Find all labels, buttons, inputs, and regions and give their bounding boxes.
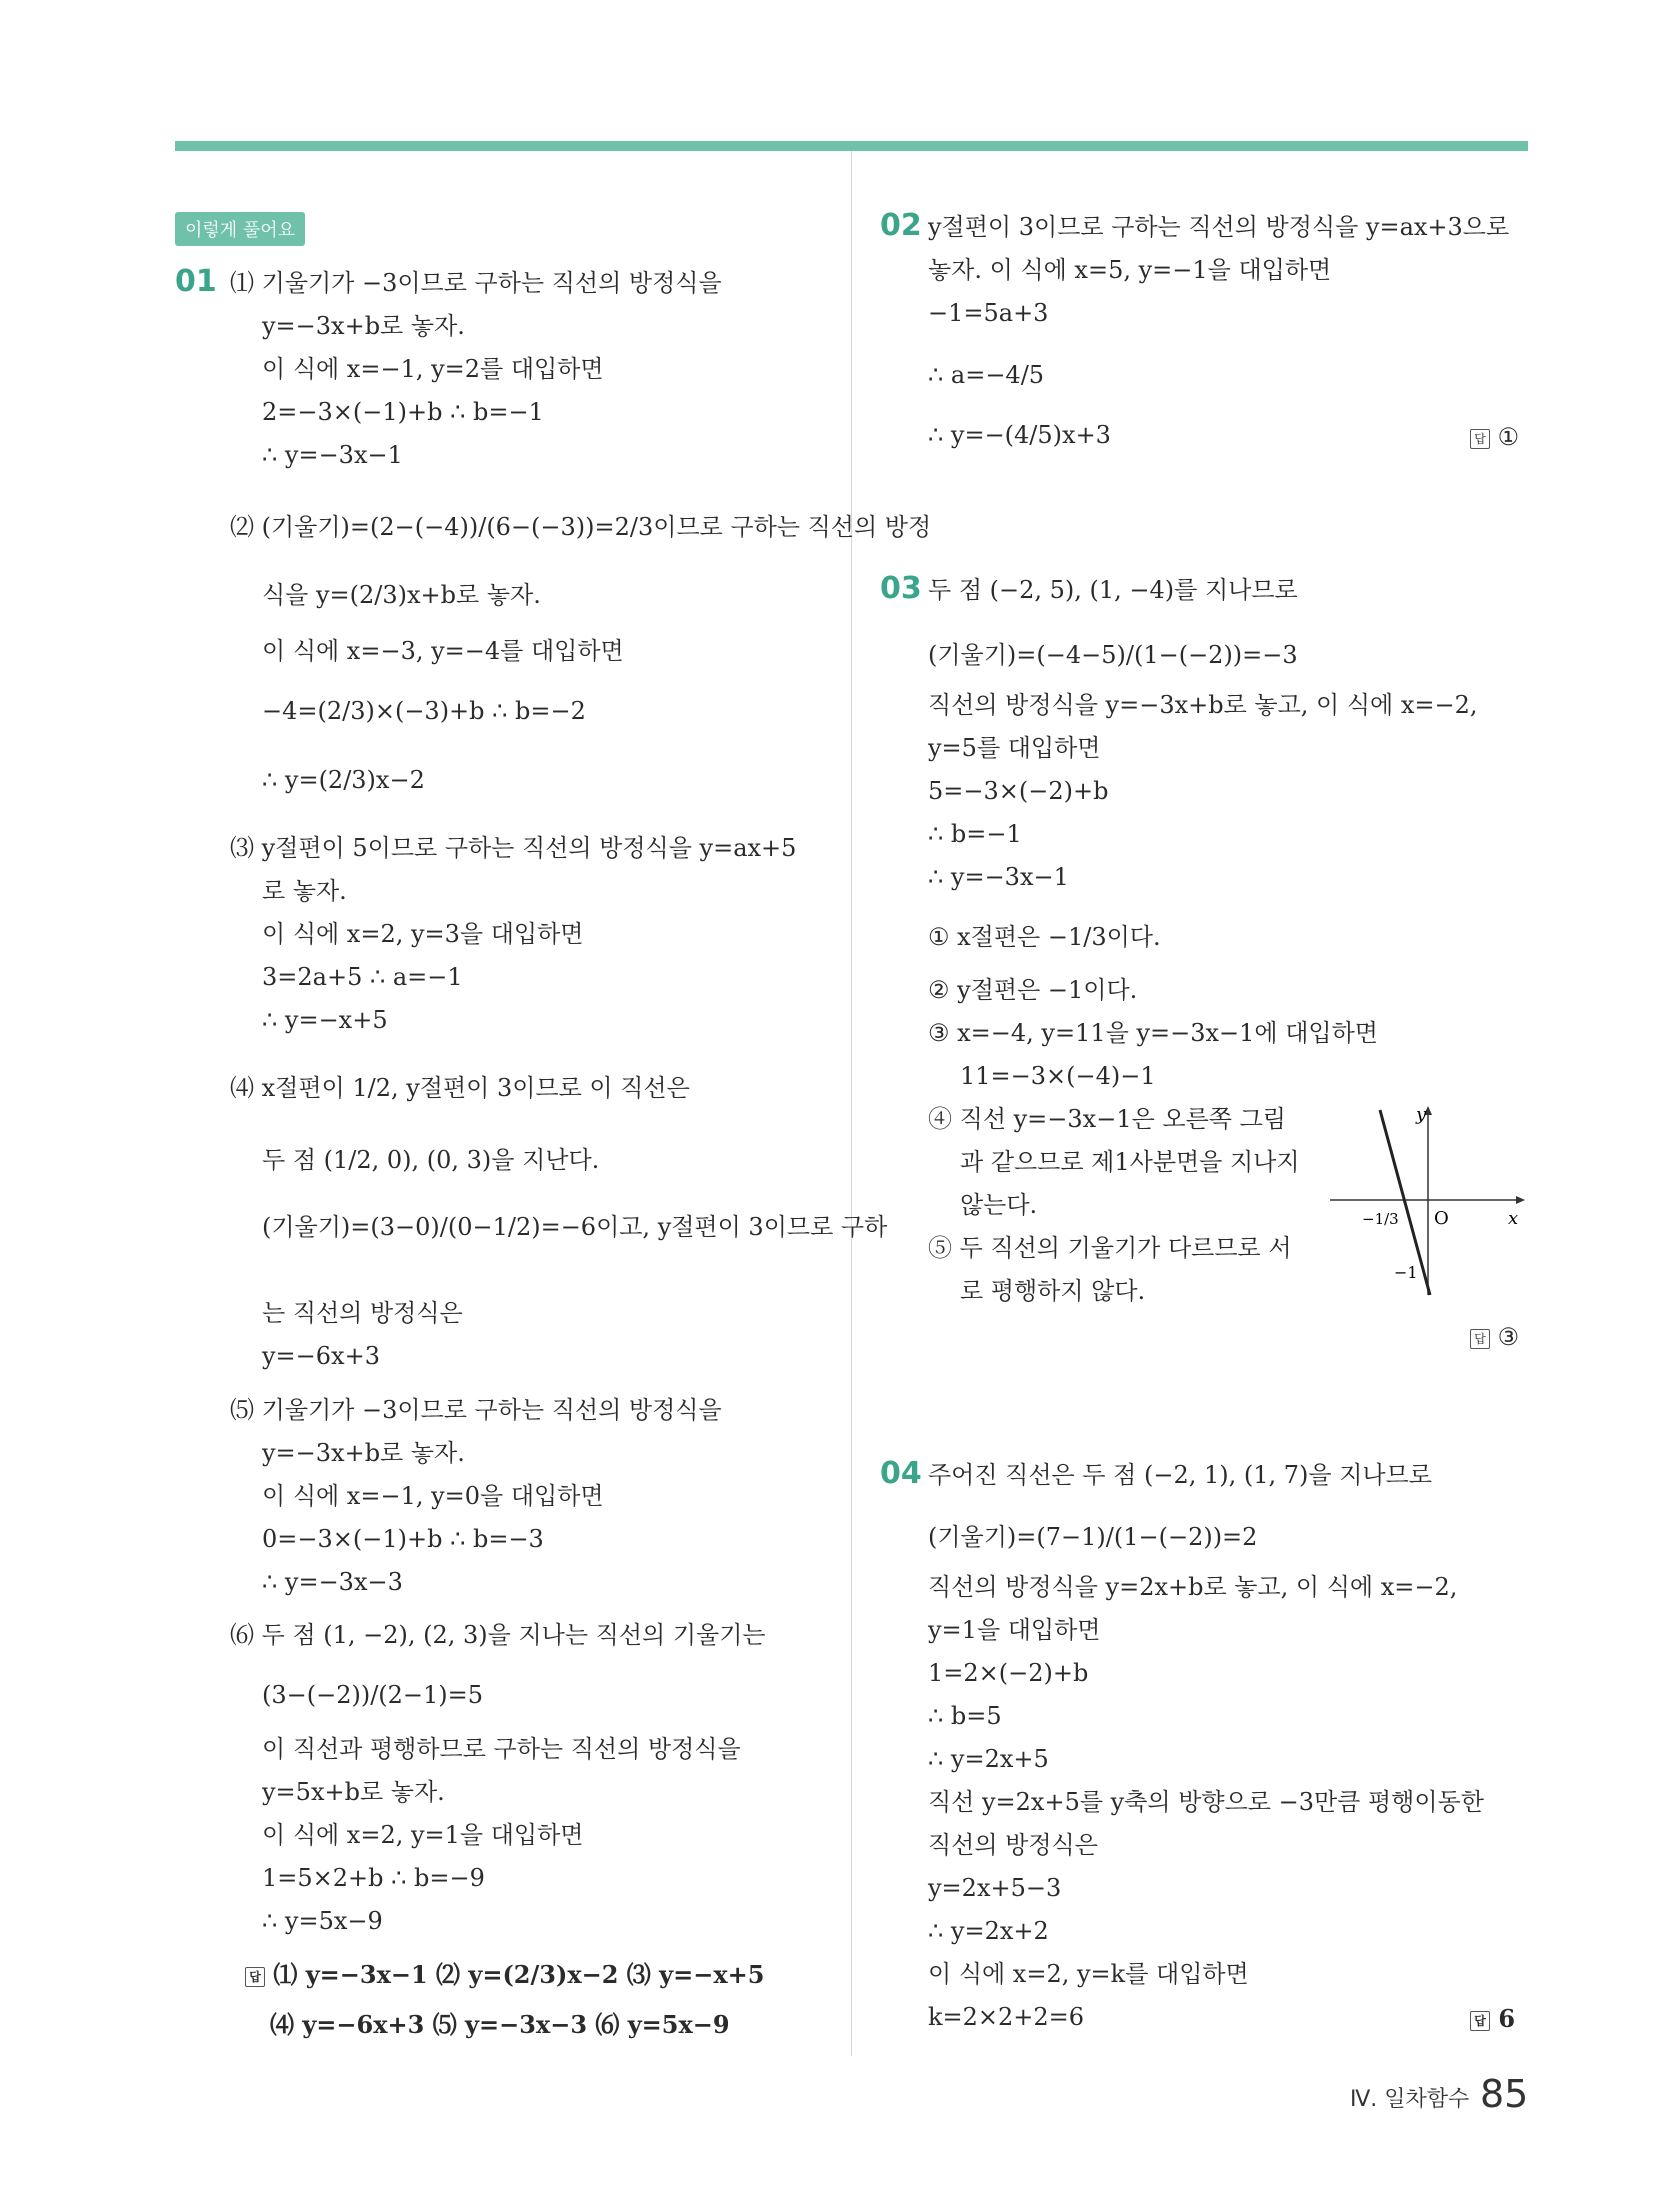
question-number-04: 04 bbox=[880, 1456, 922, 1491]
question-number-03: 03 bbox=[880, 571, 922, 606]
solution-line: ③ x=−4, y=11을 y=−3x−1에 대입하면 bbox=[928, 1019, 1378, 1047]
solution-line: ① x절편은 −1/3이다. bbox=[928, 923, 1161, 951]
question-number-02: 02 bbox=[880, 208, 922, 243]
solution-line: 는 직선의 방정식은 bbox=[262, 1299, 463, 1327]
solution-line: −4=(2/3)×(−3)+b ∴ b=−2 bbox=[262, 697, 586, 725]
solution-line: 이 식에 x=2, y=1을 대입하면 bbox=[262, 1821, 584, 1849]
solution-line: 로 놓자. bbox=[262, 877, 347, 905]
solution-line: ∴ b=−1 bbox=[928, 820, 1022, 848]
solution-line: ⑸ 기울기가 −3이므로 구하는 직선의 방정식을 bbox=[230, 1396, 722, 1424]
solution-line: ∴ y=−x+5 bbox=[262, 1006, 388, 1034]
solution-line: ⑶ y절편이 5이므로 구하는 직선의 방정식을 y=ax+5 bbox=[230, 834, 797, 862]
solution-line: ∴ y=−3x−1 bbox=[928, 863, 1069, 891]
solution-line: y=5를 대입하면 bbox=[928, 734, 1101, 762]
answer-line bbox=[245, 1960, 764, 1990]
solution-line: 직선의 방정식을 y=2x+b로 놓고, 이 식에 x=−2, bbox=[928, 1573, 1458, 1601]
solution-line: y=−3x+b로 놓자. bbox=[262, 1439, 465, 1467]
answer-line bbox=[1470, 2004, 1515, 2034]
solution-line: 식을 y=(2/3)x+b로 놓자. bbox=[262, 581, 541, 609]
solution-line: y절편이 3이므로 구하는 직선의 방정식을 y=ax+3으로 bbox=[928, 213, 1510, 241]
chapter-label: Ⅳ. 일차함수 bbox=[1350, 2087, 1470, 2112]
solution-line: 과 같으므로 제1사분면을 지나지 bbox=[960, 1148, 1300, 1176]
solution-line: 1=5×2+b ∴ b=−9 bbox=[262, 1864, 485, 1892]
solution-line: ∴ y=2x+2 bbox=[928, 1917, 1049, 1945]
answer-line bbox=[1470, 422, 1519, 452]
solution-line: 직선의 방정식은 bbox=[928, 1831, 1098, 1859]
answer-mark-icon: 답 bbox=[1470, 429, 1490, 449]
solution-line: 2=−3×(−1)+b ∴ b=−1 bbox=[262, 398, 544, 426]
solution-line: 이 식에 x=−1, y=2를 대입하면 bbox=[262, 355, 604, 383]
solution-line: −1=5a+3 bbox=[928, 299, 1049, 327]
solution-line: 5=−3×(−2)+b bbox=[928, 777, 1109, 805]
solution-line: ⑷ x절편이 1/2, y절편이 3이므로 이 직선은 bbox=[230, 1074, 690, 1102]
solution-line: 직선의 방정식을 y=−3x+b로 놓고, 이 식에 x=−2, bbox=[928, 691, 1478, 719]
solution-line: (기울기)=(−4−5)/(1−(−2))=−3 bbox=[928, 641, 1298, 669]
solution-line: ⑴ 기울기가 −3이므로 구하는 직선의 방정식을 bbox=[230, 269, 722, 297]
graph-y-label: y bbox=[1416, 1104, 1427, 1125]
solution-line: ⑵ (기울기)=(2−(−4))/(6−(−3))=2/3이므로 구하는 직선의 방정 bbox=[230, 513, 932, 541]
solution-line: ∴ y=5x−9 bbox=[262, 1907, 383, 1935]
solution-line: 주어진 직선은 두 점 (−2, 1), (1, 7)을 지나므로 bbox=[928, 1461, 1432, 1489]
solution-line: ∴ b=5 bbox=[928, 1702, 1002, 1730]
solution-line: 이 식에 x=2, y=k를 대입하면 bbox=[928, 1960, 1249, 1988]
answer-mark-icon: 답 bbox=[1470, 2011, 1490, 2031]
solution-line: k=2×2+2=6 bbox=[928, 2003, 1085, 2031]
answer-text: ③ bbox=[1490, 1323, 1520, 1351]
answer-text: ① bbox=[1490, 423, 1520, 451]
solution-line: 이 식에 x=2, y=3을 대입하면 bbox=[262, 920, 584, 948]
solution-line: 않는다. bbox=[960, 1191, 1038, 1219]
solution-line: y=5x+b로 놓자. bbox=[262, 1778, 445, 1806]
solution-line: ∴ y=(2/3)x−2 bbox=[262, 766, 425, 794]
answer-mark-icon: 답 bbox=[1470, 1329, 1490, 1349]
solution-line: (기울기)=(3−0)/(0−1/2)=−6이고, y절편이 3이므로 구하 bbox=[262, 1213, 888, 1241]
solution-line: y=2x+5−3 bbox=[928, 1874, 1062, 1902]
top-accent-bar bbox=[175, 141, 1528, 151]
solution-line: ∴ a=−4/5 bbox=[928, 361, 1045, 389]
question-number-01: 01 bbox=[175, 264, 217, 299]
solution-line: y=1을 대입하면 bbox=[928, 1616, 1101, 1644]
solution-line: 11=−3×(−4)−1 bbox=[960, 1062, 1156, 1090]
solution-line: y=−3x+b로 놓자. bbox=[262, 312, 465, 340]
graph-origin-label: O bbox=[1434, 1208, 1449, 1229]
answer-text: ⑴ y=−3x−1 ⑵ y=(2/3)x−2 ⑶ y=−x+5 bbox=[265, 1960, 765, 1989]
solution-line: 두 점 (−2, 5), (1, −4)를 지나므로 bbox=[928, 576, 1298, 604]
graph-y-intercept-label: −1 bbox=[1394, 1263, 1418, 1282]
graph-x-label: x bbox=[1508, 1208, 1519, 1229]
solution-line: 이 식에 x=−3, y=−4를 대입하면 bbox=[262, 637, 624, 665]
page-number: 85 bbox=[1480, 2072, 1529, 2116]
solution-line: (3−(−2))/(2−1)=5 bbox=[262, 1681, 484, 1709]
q03-graph bbox=[1330, 1100, 1530, 1300]
solution-line: ④ 직선 y=−3x−1은 오른쪽 그림 bbox=[928, 1105, 1286, 1133]
solution-line: 0=−3×(−1)+b ∴ b=−3 bbox=[262, 1525, 544, 1553]
solution-line: (기울기)=(7−1)/(1−(−2))=2 bbox=[928, 1523, 1258, 1551]
solution-line: 직선 y=2x+5를 y축의 방향으로 −3만큼 평행이동한 bbox=[928, 1788, 1484, 1816]
graph-x-intercept-label: −1/3 bbox=[1362, 1210, 1399, 1228]
solution-line: 이 식에 x=−1, y=0을 대입하면 bbox=[262, 1482, 604, 1510]
answer-mark-icon: 답 bbox=[245, 1967, 265, 1987]
solution-line: ⑹ 두 점 (1, −2), (2, 3)을 지나는 직선의 기울기는 bbox=[230, 1621, 766, 1649]
solution-line: ∴ y=−3x−3 bbox=[262, 1568, 403, 1596]
solution-line: 1=2×(−2)+b bbox=[928, 1659, 1089, 1687]
solution-line: ∴ y=2x+5 bbox=[928, 1745, 1049, 1773]
solution-line: ② y절편은 −1이다. bbox=[928, 976, 1138, 1004]
answer-line-2: ⑷ y=−6x+3 ⑸ y=−3x−3 ⑹ y=5x−9 bbox=[270, 2010, 730, 2039]
solution-line: 로 평행하지 않다. bbox=[960, 1277, 1146, 1305]
solution-line: ⑤ 두 직선의 기울기가 다르므로 서 bbox=[928, 1234, 1292, 1262]
answer-line bbox=[1470, 1322, 1519, 1352]
column-divider bbox=[851, 151, 852, 2056]
solution-line: 이 직선과 평행하므로 구하는 직선의 방정식을 bbox=[262, 1735, 741, 1763]
solution-line: 3=2a+5 ∴ a=−1 bbox=[262, 963, 463, 991]
answer-text: 6 bbox=[1490, 2004, 1516, 2033]
solution-line: y=−6x+3 bbox=[262, 1342, 380, 1370]
solution-line: ∴ y=−(4/5)x+3 bbox=[928, 421, 1111, 449]
solution-line: 놓자. 이 식에 x=5, y=−1을 대입하면 bbox=[928, 256, 1332, 284]
solution-line: ∴ y=−3x−1 bbox=[262, 441, 403, 469]
section-tag: 이렇게 풀어요 bbox=[175, 212, 305, 246]
solution-line: 두 점 (1/2, 0), (0, 3)을 지난다. bbox=[262, 1146, 600, 1174]
